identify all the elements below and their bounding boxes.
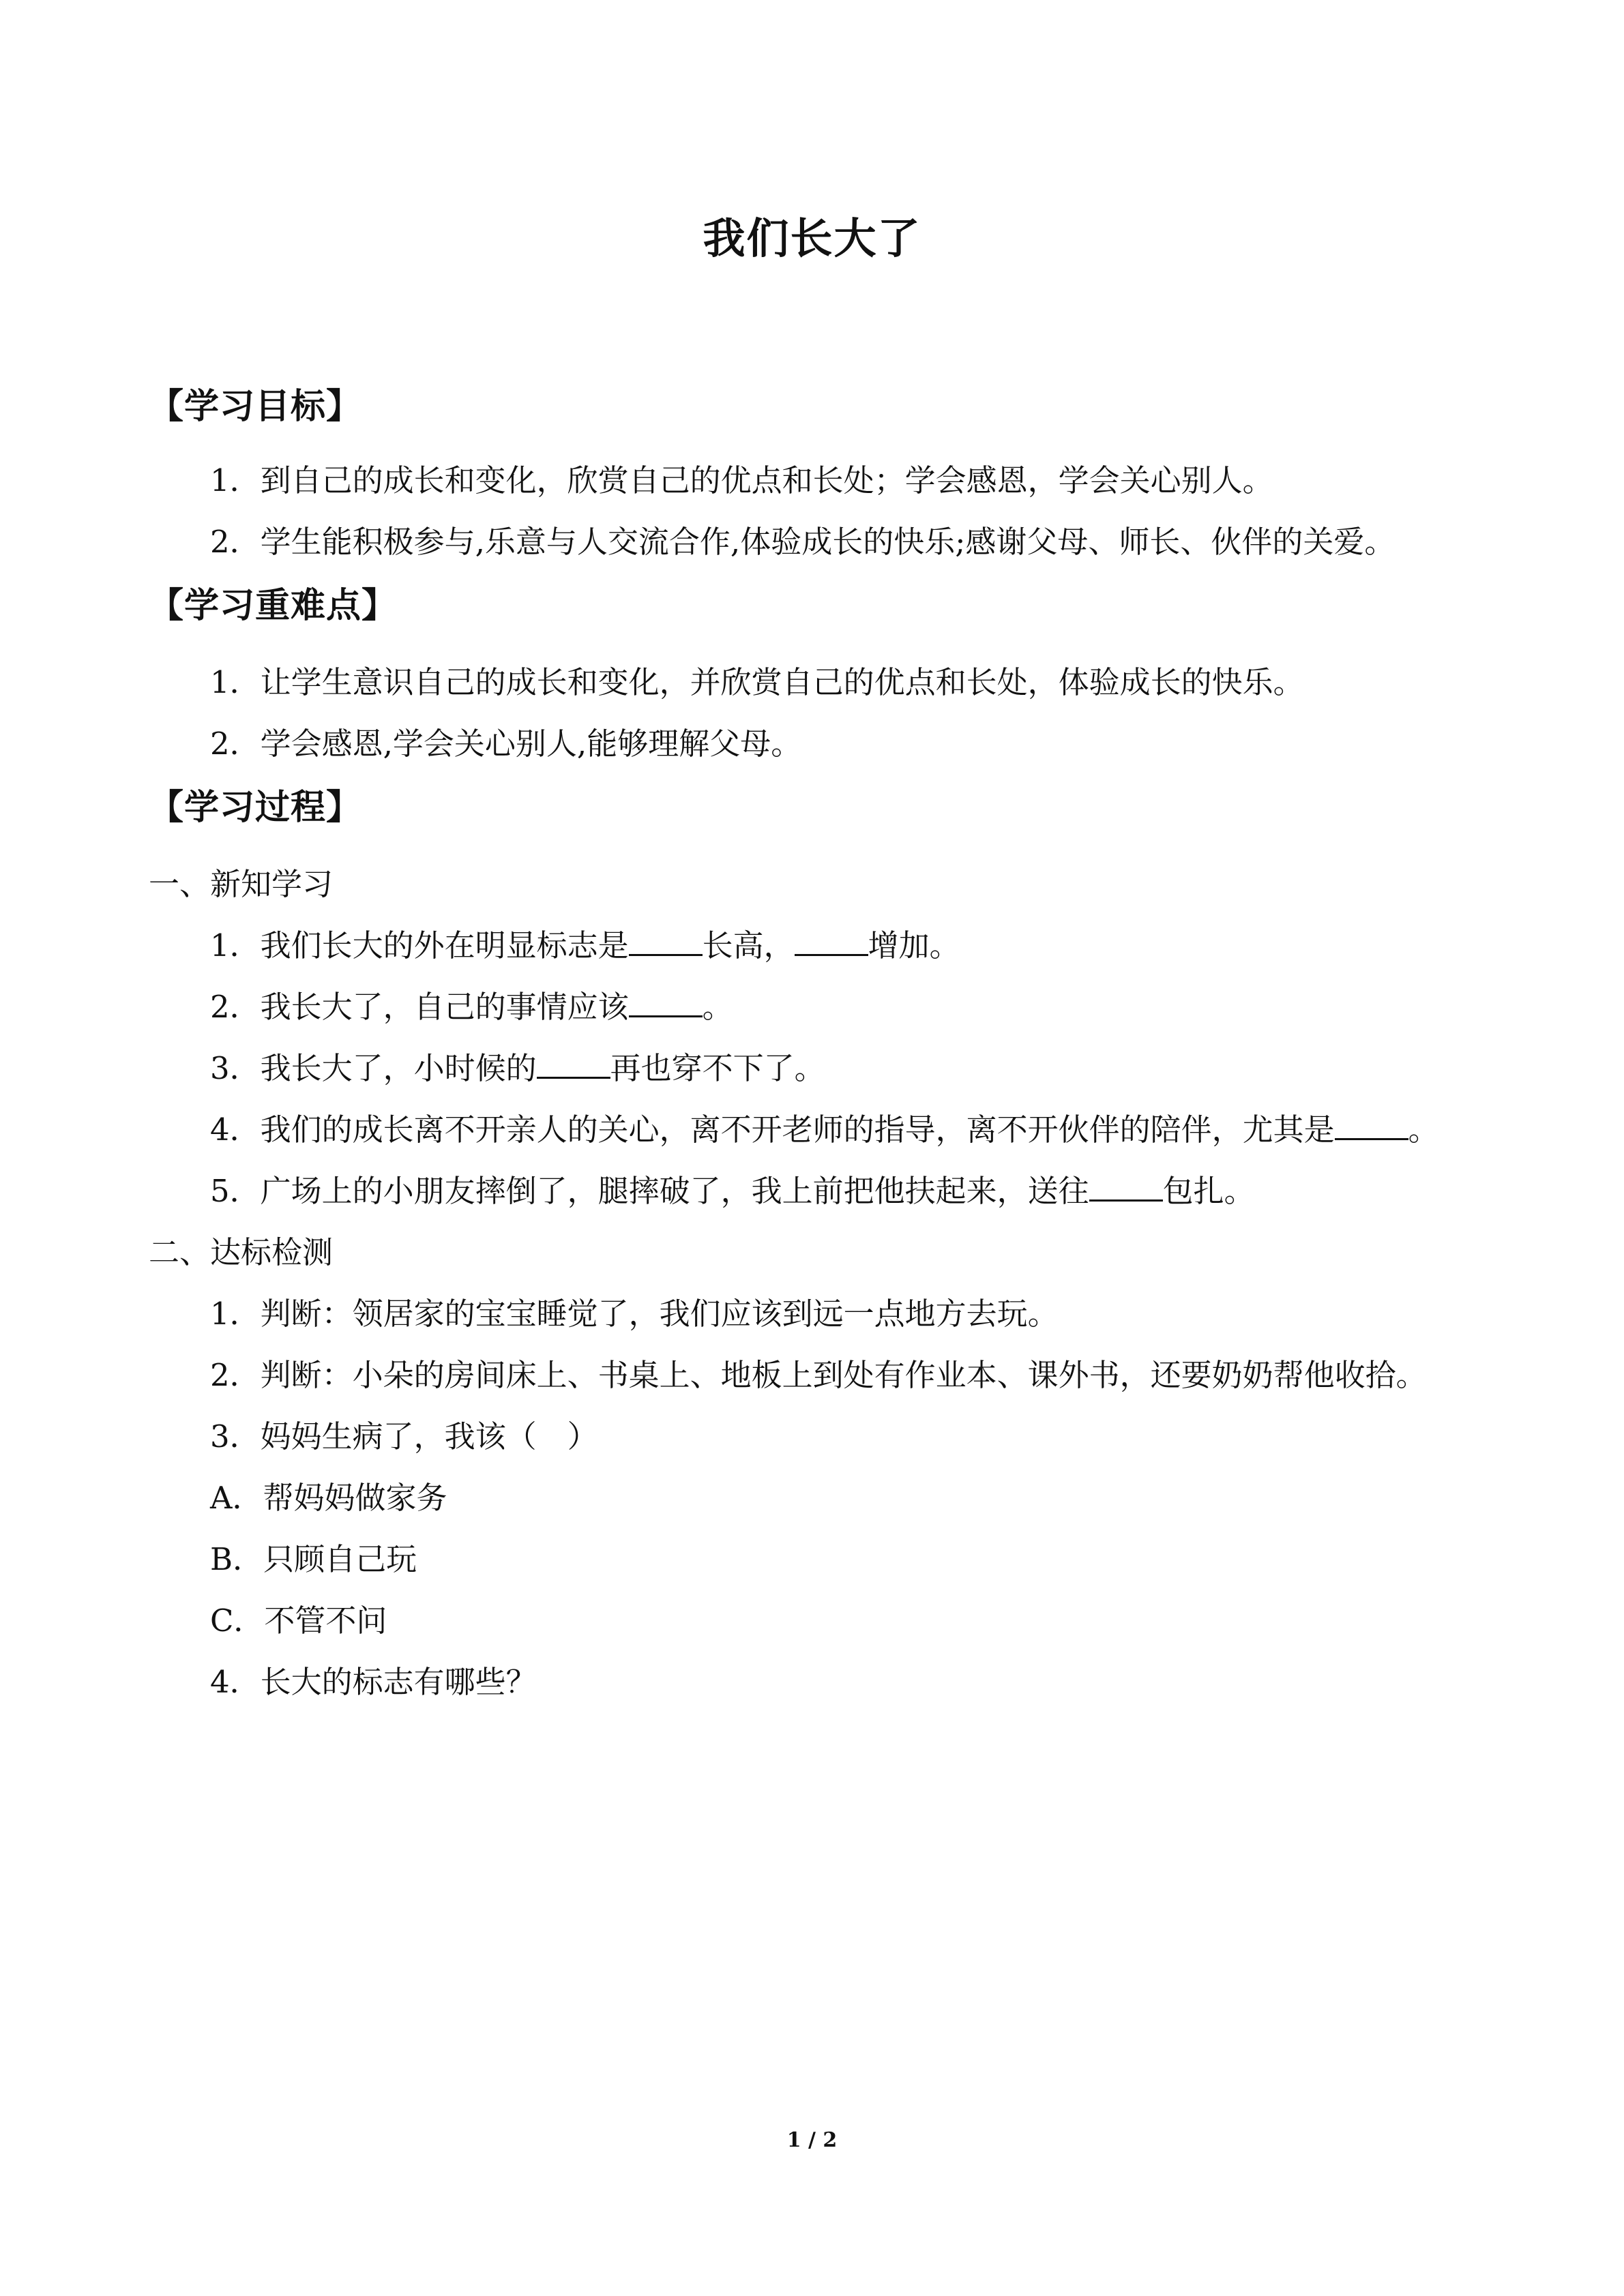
assessment-option-c: C．不管不问: [210, 1602, 387, 1639]
key-point-item-2: 2．学会感恩,学会关心别人,能够理解父母。: [210, 726, 802, 762]
question-text: 4．我们的成长离不开亲人的关心，离不开老师的指导，离不开伙伴的陪伴，尤其是: [210, 1112, 1335, 1148]
new-knowledge-question-4: [149, 1099, 1477, 1161]
question-text: 长高，: [702, 927, 795, 964]
answer-blank[interactable]: [537, 1051, 610, 1079]
question-text: 3．我长大了，小时候的: [210, 1050, 537, 1086]
answer-blank[interactable]: [1335, 1112, 1408, 1140]
answer-blank[interactable]: [795, 928, 868, 956]
part-label-assessment: 二、达标检测: [149, 1234, 334, 1270]
question-text: 增加。: [868, 927, 960, 964]
section-heading-key-points: 【学习重难点】: [149, 586, 398, 626]
section-heading-objectives: 【学习目标】: [149, 387, 362, 427]
part-label-new-knowledge: 一、新知学习: [149, 866, 334, 902]
new-knowledge-question-2: [149, 976, 1477, 1038]
objective-item-2: 2．学生能积极参与,乐意与人交流合作,体验成长的快乐;感谢父母、师长、伙伴的关爱。: [210, 524, 1396, 560]
answer-blank[interactable]: [629, 989, 703, 1017]
question-text: 1．我们长大的外在明显标志是: [210, 927, 629, 964]
question-text: 。: [1408, 1112, 1439, 1148]
assessment-option-b: B．只顾自己玩: [210, 1541, 417, 1577]
assessment-question-2: 2．判断：小朵的房间床上、书桌上、地板上到处有作业本、课外书，还要奶奶帮他收拾。: [210, 1357, 1427, 1393]
question-text: 再也穿不下了。: [610, 1050, 825, 1086]
question-text: 5．广场上的小朋友摔倒了，腿摔破了，我上前把他扶起来，送往: [210, 1173, 1089, 1209]
document-body: [149, 382, 1477, 1713]
section-heading-process: 【学习过程】: [149, 788, 362, 828]
new-knowledge-question-5: [149, 1161, 1477, 1222]
new-knowledge-question-3: [149, 1038, 1477, 1099]
question-text: 包扎。: [1162, 1173, 1255, 1209]
answer-blank[interactable]: [629, 928, 703, 956]
question-text: 。: [702, 989, 733, 1025]
assessment-question-3: 3．妈妈生病了，我该（ ）: [210, 1418, 598, 1455]
assessment-question-4: 4．长大的标志有哪些？: [210, 1664, 537, 1700]
key-point-item-1: 1．让学生意识自己的成长和变化，并欣赏自己的优点和长处，体验成长的快乐。: [210, 664, 1304, 700]
objective-item-1: 1．到自己的成长和变化，欣赏自己的优点和长处；学会感恩，学会关心别人。: [210, 462, 1273, 498]
assessment-question-1: 1．判断：领居家的宝宝睡觉了，我们应该到远一点地方去玩。: [210, 1296, 1059, 1332]
assessment-option-a: A．帮妈妈做家务: [210, 1480, 447, 1516]
answer-blank[interactable]: [1089, 1174, 1163, 1202]
page-number: 1 / 2: [786, 2128, 838, 2152]
new-knowledge-question-1: [149, 915, 1477, 976]
page-title: 我们长大了: [703, 213, 921, 263]
question-text: 2．我长大了，自己的事情应该: [210, 989, 629, 1025]
